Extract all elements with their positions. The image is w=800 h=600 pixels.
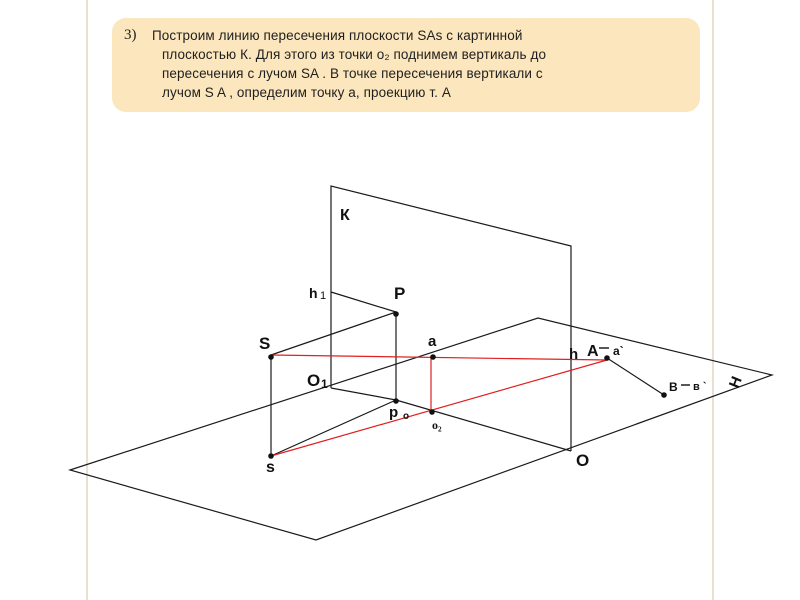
- label-h1: h: [309, 285, 318, 301]
- point-b: [661, 392, 667, 398]
- step-line-2: плоскостью К. Для этого из точки o₂ поднимем вертикаль до: [162, 47, 547, 62]
- point-s: [268, 354, 274, 360]
- label-h: h: [569, 346, 579, 363]
- horizon-line-h1: [331, 292, 396, 312]
- point-s-lower: [268, 453, 274, 459]
- point-p: [393, 311, 399, 317]
- label-p-lower: p: [389, 404, 399, 421]
- label-a-upper: A: [587, 343, 599, 360]
- line-s-po: [271, 400, 399, 456]
- label-b-prime: в `: [693, 381, 707, 393]
- label-o2: o₂: [432, 418, 442, 432]
- base-line-o1: [331, 388, 396, 400]
- point-po: [393, 398, 399, 404]
- step-line-1: Построим линию пересечения плоскости SAs с картинной: [152, 28, 523, 43]
- label-h1-sub: 1: [320, 290, 327, 302]
- point-o2: [429, 409, 435, 415]
- segment-a-b: [607, 358, 664, 395]
- label-s: S: [259, 334, 271, 353]
- label-o1: O: [307, 371, 321, 390]
- label-b: B: [669, 380, 678, 394]
- label-p: P: [394, 284, 406, 303]
- label-o: O: [576, 451, 590, 470]
- label-k: К: [340, 207, 350, 224]
- ground-plane-h: [70, 318, 772, 540]
- step-number: 3): [124, 27, 137, 43]
- label-plane-h: Н: [725, 374, 746, 391]
- label-p-sub: o: [403, 411, 410, 422]
- step-line-4: лучом S A , определим точку а, проекцию т. А: [162, 85, 451, 100]
- ground-line-o: [396, 400, 571, 451]
- point-a-upper: [604, 355, 610, 361]
- ray-s-a-prime: [271, 360, 607, 456]
- label-o1-sub: 1: [321, 377, 328, 391]
- ray-s-a: [271, 355, 607, 360]
- point-a: [430, 354, 436, 360]
- line-s-p: [271, 312, 396, 355]
- label-a-prime: a`: [613, 344, 624, 358]
- label-s-lower: s: [266, 459, 275, 476]
- label-a: a: [428, 333, 437, 350]
- step-line-3: пересечения с лучом SA . В точке пересечения вертикали с: [162, 66, 543, 81]
